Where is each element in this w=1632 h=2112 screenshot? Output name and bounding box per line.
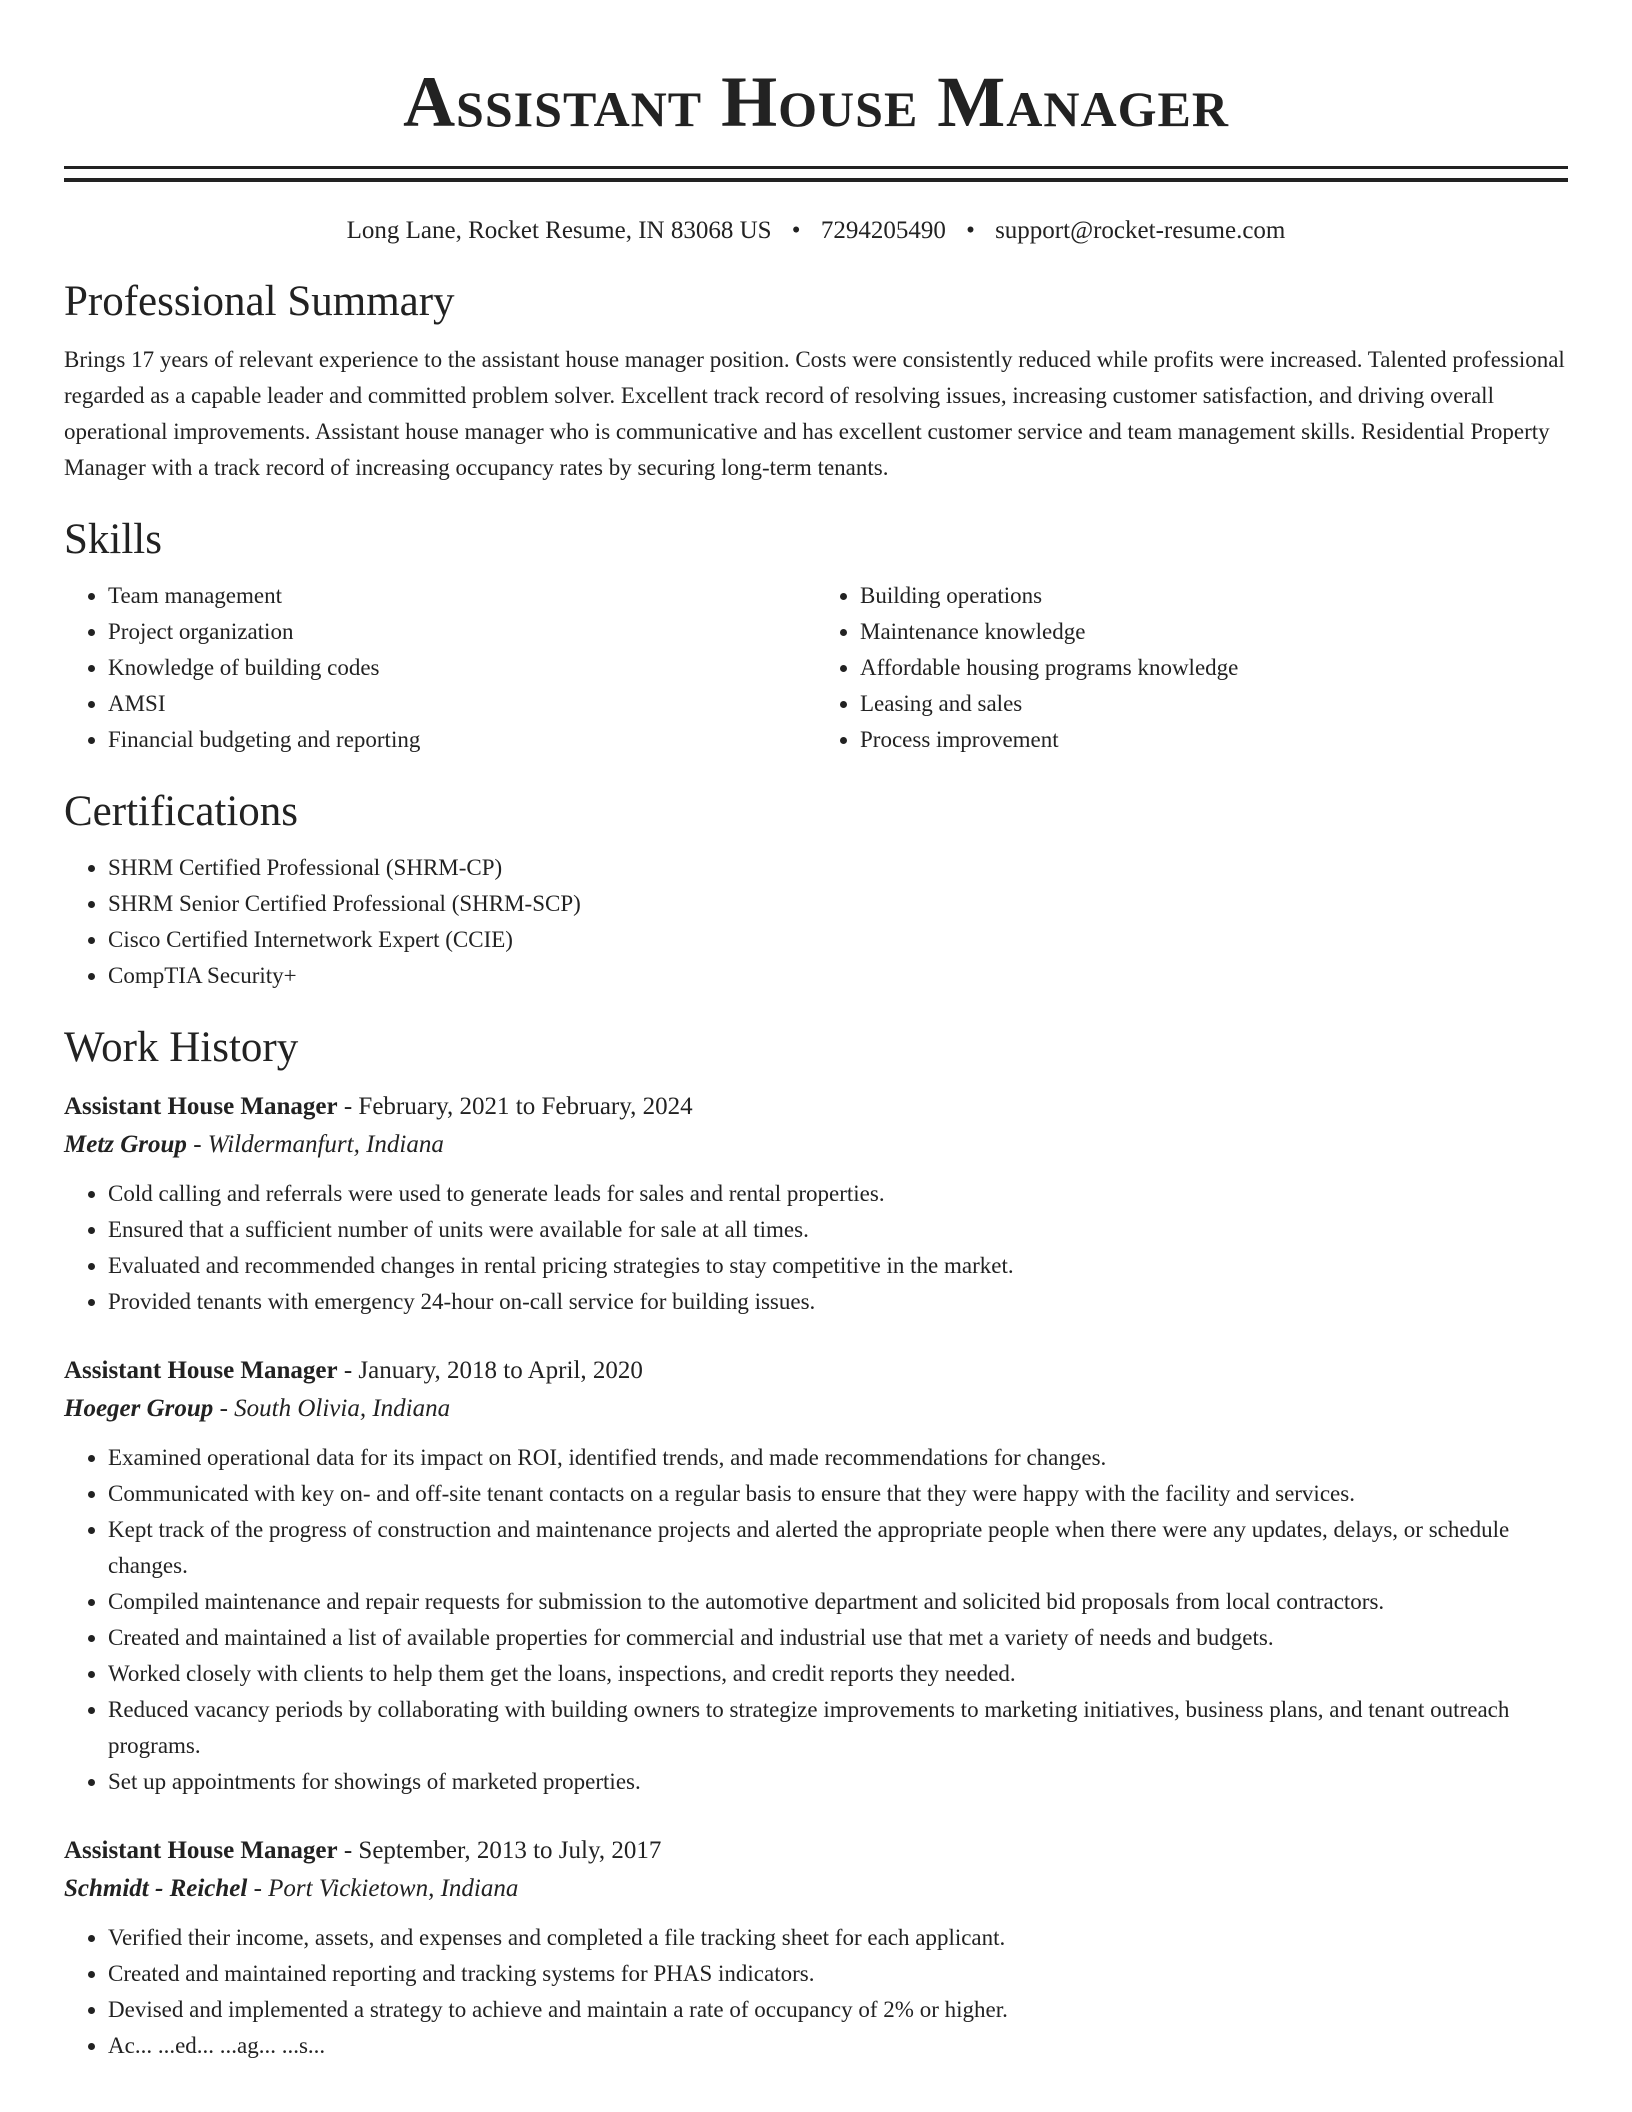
skill-item: • Process improvement <box>860 722 1568 758</box>
header-divider <box>64 166 1568 182</box>
job-company: Schmidt - Reichel <box>64 1875 248 1902</box>
skill-item: • Leasing and sales <box>860 686 1568 722</box>
job-dates: - February, 2021 to February, 2024 <box>337 1093 693 1120</box>
summary-text: Brings 17 years of relevant experience to the assistant house manager position. Costs were consistently reduced while profits were increased. Talented professional regarded as a capable leader and committed problem solver. Excellent track record of resolving issues, increasing customer satisfaction, and driving overall operational improvements. Assistant house manager who is communicative and has excellent customer service and team management skills. Residential Property Manager with a track record of increasing occupancy rates by securing long-term tenants. <box>64 347 1565 480</box>
job-location: - Port Vickietown, Indiana <box>247 1875 519 1902</box>
job-company-line <box>64 1870 1568 1908</box>
job-entry <box>64 1832 1568 2064</box>
job-company-line <box>64 1390 1568 1428</box>
certification-item: • Cisco Certified Internetwork Expert (CCIE) <box>108 922 1568 958</box>
job-bullet: • Cold calling and referrals were used to generate leads for sales and rental properties. <box>108 1176 1568 1212</box>
skill-item: • Financial budgeting and reporting <box>108 722 816 758</box>
certification-item: • CompTIA Security+ <box>108 958 1568 994</box>
resume-name: Assistant House Manager <box>403 62 1229 142</box>
job-company: Metz Group <box>64 1131 187 1158</box>
job-header <box>64 1832 1568 1870</box>
job-bullet: • Created and maintained reporting and tracking systems for PHAS indicators. <box>108 1956 1568 1992</box>
contact-email: support@rocket-resume.com <box>995 217 1286 244</box>
skills-left-list <box>64 578 816 758</box>
job-location: - Wildermanfurt, Indiana <box>186 1131 444 1158</box>
job-bullet: • Kept track of the progress of construction and maintenance projects and alerted the appropriate people when there were any updates, delays, or schedule changes. <box>108 1512 1568 1584</box>
summary-heading: Professional Summary <box>64 278 455 325</box>
job-bullets <box>64 1920 1568 2064</box>
job-bullets <box>64 1176 1568 1320</box>
job-entry <box>64 1352 1568 1800</box>
contact-separator: • <box>791 217 801 244</box>
job-entry <box>64 1088 1568 1320</box>
job-company: Hoeger Group <box>64 1395 214 1422</box>
job-bullet: • Devised and implemented a strategy to achieve and maintain a rate of occupancy of 2% or higher. <box>108 1992 1568 2028</box>
job-header <box>64 1352 1568 1390</box>
job-bullet: • Verified their income, assets, and expenses and completed a file tracking sheet for each applicant. <box>108 1920 1568 1956</box>
job-role: Assistant House Manager <box>64 1357 338 1384</box>
job-role: Assistant House Manager <box>64 1093 338 1120</box>
job-company-line <box>64 1126 1568 1164</box>
skill-item: • AMSI <box>108 686 816 722</box>
skills-grid <box>64 578 1568 758</box>
job-bullet: • Ac... ...ed... ...ag... ...s... <box>108 2028 1568 2064</box>
job-bullet: • Compiled maintenance and repair requests for submission to the automotive department and solicited bid proposals from local contractors. <box>108 1584 1568 1620</box>
job-bullet: • Set up appointments for showings of marketed properties. <box>108 1764 1568 1800</box>
job-bullet: • Reduced vacancy periods by collaborating with building owners to strategize improvements to marketing initiatives, business plans, and tenant outreach programs. <box>108 1692 1568 1764</box>
job-dates: - January, 2018 to April, 2020 <box>337 1357 643 1384</box>
job-bullet: • Evaluated and recommended changes in rental pricing strategies to stay competitive in the market. <box>108 1248 1568 1284</box>
contact-separator: • <box>966 217 975 244</box>
skill-item: • Team management <box>108 578 816 614</box>
skill-item: • Affordable housing programs knowledge <box>860 650 1568 686</box>
skill-item: • Knowledge of building codes <box>108 650 816 686</box>
skills-heading: Skills <box>64 516 162 563</box>
job-bullet: • Provided tenants with emergency 24-hour on-call service for building issues. <box>108 1284 1568 1320</box>
job-bullet: • Worked closely with clients to help them get the loans, inspections, and credit reports they needed. <box>108 1656 1568 1692</box>
contact-address: Long Lane, Rocket Resume, IN 83068 US <box>346 217 772 244</box>
certification-item: • SHRM Senior Certified Professional (SHRM-SCP) <box>108 886 1568 922</box>
job-role: Assistant House Manager <box>64 1837 338 1864</box>
job-dates: - September, 2013 to July, 2017 <box>337 1837 662 1864</box>
certifications-list <box>64 850 1568 994</box>
job-bullet: • Communicated with key on- and off-site tenant contacts on a regular basis to ensure that they were happy with the facility and services. <box>108 1476 1568 1512</box>
skill-item: • Building operations <box>860 578 1568 614</box>
job-bullets <box>64 1440 1568 1800</box>
skills-right-list <box>816 578 1568 758</box>
job-bullet: • Examined operational data for its impact on ROI, identified trends, and made recommendations for changes. <box>108 1440 1568 1476</box>
contact-line <box>64 214 1568 248</box>
skill-item: • Maintenance knowledge <box>860 614 1568 650</box>
job-header <box>64 1088 1568 1126</box>
job-bullet: • Created and maintained a list of available properties for commercial and industrial use that met a variety of needs and budgets. <box>108 1620 1568 1656</box>
job-bullet: • Ensured that a sufficient number of units were available for sale at all times. <box>108 1212 1568 1248</box>
work-history-heading: Work History <box>64 1024 299 1071</box>
certifications-heading: Certifications <box>64 788 299 835</box>
skill-item: • Project organization <box>108 614 816 650</box>
contact-phone: 7294205490 <box>820 217 946 244</box>
job-location: - South Olivia, Indiana <box>213 1395 451 1422</box>
certification-item: • SHRM Certified Professional (SHRM-CP) <box>108 850 1568 886</box>
